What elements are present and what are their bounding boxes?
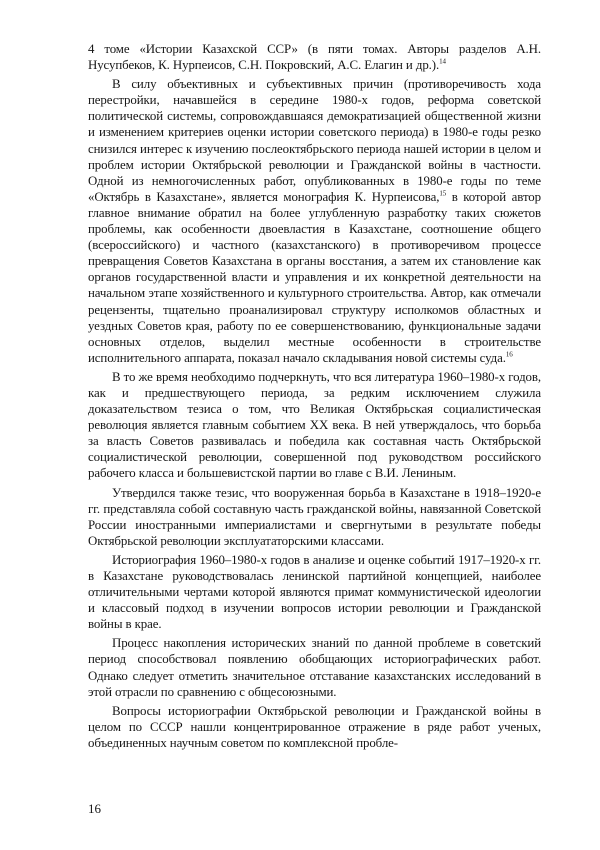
footnote-ref-16: 16 bbox=[505, 350, 513, 359]
paragraph-5 bbox=[88, 552, 541, 632]
paragraph-3 bbox=[88, 369, 541, 482]
page-number: 16 bbox=[88, 801, 101, 816]
paragraph-6-text: Процесс накопления исторических знаний по данной проблеме в советский период способствовал появлению обобщающих историографических работ. Однако следует отметить значительное отставание казахстанских исследований в этой отрасли по сравнению с общесоюзными. bbox=[88, 636, 541, 699]
paragraph-7-text: Вопросы историографии Октябрьской революции и Гражданской войны в целом по СССР нашли концентрированное отражение в ряде работ ученых, объединенных научным советом по комплексной пробле- bbox=[88, 703, 541, 750]
paragraph-3-text: В то же время необходимо подчеркнуть, что вся литература 1960–1980-х годов, как и предшествующего периода, за редким исключением служила доказательством тезиса о том, что Великая Октябрьская социалистическая революция является главным событием XX века. В ней утверждалось, что борьба за власть Советов развивалась и победила как составная часть Октябрьской социалистической революции, совершенной под руководством российского рабочего класса и большевистской партии во главе с В.И. Лениным. bbox=[88, 369, 541, 481]
paragraph-2-text-cont: в которой автор главное внимание обратил на более углубленную разработку таких сюжетов проблемы, как особенности двоевластия в Казахстане, соотношение общего (всероссийского) и частного (казахстанского) в противоречивом процессе превращения Советов Казахстана в органы восстания, а затем их становление как органов государственной власти и управления и их конкретной деятельности на начальном этапе хозяйственного и культурного строительства. Автор, как отмечали рецензенты, тщательно проанализировал структуру исполкомов областных и уездных Советов края, работу по ее совершенствованию, функциональные задачи основных отделов, выделил местные особенности в строительстве исполнительного аппарата, показал начало складывания новой системы суда. bbox=[88, 189, 541, 365]
paragraph-5-text: Историография 1960–1980-х годов в анализе и оценке событий 1917–1920-х гг. в Казахстане руководствовалась ленинской партийной концепцией, наиболее отличительными чертами которой являются примат коммунистической идеологии и классовый подход в изучении вопросов истории революции и Гражданской войны в крае. bbox=[88, 552, 541, 632]
paragraph-7 bbox=[88, 703, 541, 751]
paragraph-2 bbox=[88, 76, 541, 366]
paragraph-1 bbox=[88, 41, 541, 73]
paragraph-2-text: В силу объективных и субъективных причин (противоречивость хода перестройки, начавшейся в середине 1980-х годов, реформа советской политической системы, сопровождавшаяся демократизацией общественной жизни и изменением критериев оценки истории советского периода) в 1980-е годы резко снизился интерес к изучению послеоктябрьского периода нашей истории в целом и проблем истории Октябрьской революции и Гражданской войны в частности. Одной из немногочисленных работ, опубликованных в 1980-е годы по теме «Октябрь в Казахстане», является монография К. Нурпеисова, bbox=[88, 77, 541, 204]
paragraph-4-text: Утвердился также тезис, что вооруженная борьба в Казахстане в 1918–1920-е гг. представляла собой составную часть гражданской войны, навязанной Советской России иностранными империалистами и свергнутыми в результате победы Октябрьской революции эксплуататорскими классами. bbox=[88, 485, 541, 548]
paragraph-1-text: 4 томе «Истории Казахской ССР» (в пяти томах. Авторы разделов А.Н. Нусупбеков, К. Нурпеисов, С.Н. Покровский, А.С. Елагин и др.). bbox=[88, 42, 541, 73]
paragraph-6 bbox=[88, 635, 541, 699]
paragraph-4 bbox=[88, 485, 541, 549]
footnote-ref-14: 14 bbox=[439, 57, 446, 66]
footnote-ref-15: 15 bbox=[439, 189, 447, 198]
body-text bbox=[88, 41, 541, 754]
